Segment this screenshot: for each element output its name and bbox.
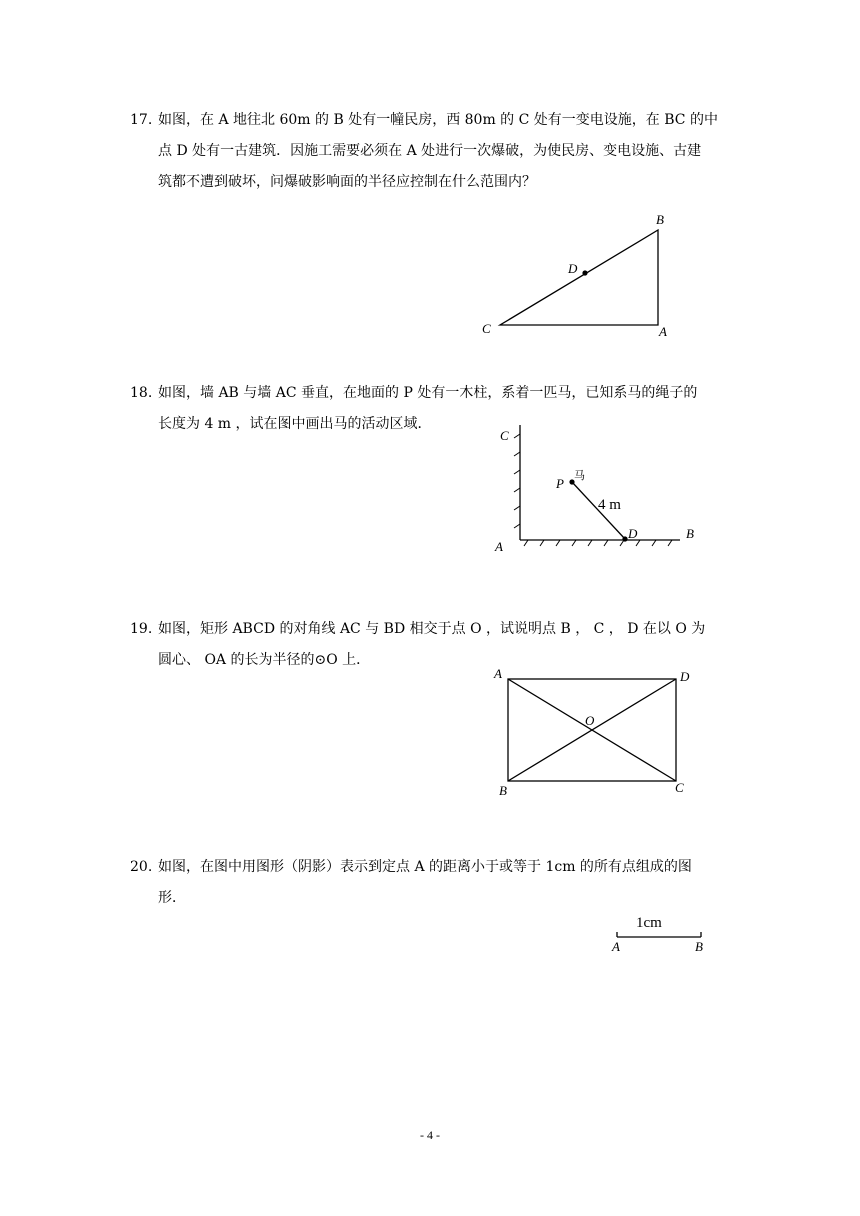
label-b: B <box>686 526 694 541</box>
problem-number: 19. <box>130 621 153 637</box>
problem-17 <box>130 105 730 198</box>
label-horse: 马 <box>574 469 585 482</box>
problem-text-line: 如图，矩形 ABCD 的对角线 AC 与 BD 相交于点 O ，试说明点 B ， C ， D 在以 O 为 <box>158 621 706 637</box>
point-d <box>582 270 587 275</box>
label-a: A <box>659 324 667 339</box>
label-b: B <box>499 783 507 798</box>
label-d: D <box>628 526 638 541</box>
label-c: C <box>500 428 509 443</box>
label-b: B <box>695 939 703 954</box>
label-p: P <box>556 476 564 491</box>
label-rope-length: 4 m <box>598 497 621 513</box>
problem-text-line: 筑都不遭到破坏，问爆破影响面的半径应控制在什么范围内？ <box>158 174 536 190</box>
problem-text-line: 如图，墙 AB 与墙 AC 垂直，在地面的 P 处有一木柱，系着一匹马，已知系马的绳子的 <box>158 385 698 401</box>
label-o: O <box>585 713 595 728</box>
label-c: C <box>675 780 684 795</box>
label-c: C <box>482 321 491 336</box>
problem-text-line: 形． <box>158 890 186 906</box>
wall-ab-hatching <box>524 540 672 546</box>
figure-17-right-triangle <box>470 205 690 345</box>
label-a: A <box>495 539 503 554</box>
problem-number: 18. <box>130 385 153 401</box>
label-a: A <box>494 666 502 681</box>
point-d <box>622 536 627 541</box>
problem-text-line: 如图，在 A 地往北 60m 的 B 处有一幢民房，西 80m 的 C 处有一变电设施，在 BC 的中 <box>158 112 718 128</box>
figure-18-horse-wall <box>490 420 710 555</box>
problem-text-line: 点 D 处有一古建筑．因施工需要必须在 A 处进行一次爆破，为使民房、变电设施、古建 <box>158 143 702 159</box>
wall-ac-hatching <box>514 434 520 528</box>
label-d: D <box>568 261 578 276</box>
label-a: A <box>612 939 620 954</box>
figure-19-rectangle <box>490 665 700 800</box>
page-number: - 4 - <box>420 1128 440 1142</box>
label-b: B <box>656 212 664 227</box>
figure-20-segment <box>605 905 720 960</box>
problem-text-line: 如图，在图中用图形（阴影）表示到定点 A 的距离小于或等于 1cm 的所有点组成的图 <box>158 859 692 875</box>
problem-text-line: 圆心、 OA 的长为半径的⊙O 上． <box>158 652 371 668</box>
triangle-abc <box>500 230 658 325</box>
problem-number: 17. <box>130 112 153 128</box>
label-length: 1cm <box>636 915 662 931</box>
problem-number: 20. <box>130 859 153 875</box>
problem-text-line: 长度为 4 m ，试在图中画出马的活动区域． <box>158 416 432 432</box>
label-d: D <box>680 669 690 684</box>
